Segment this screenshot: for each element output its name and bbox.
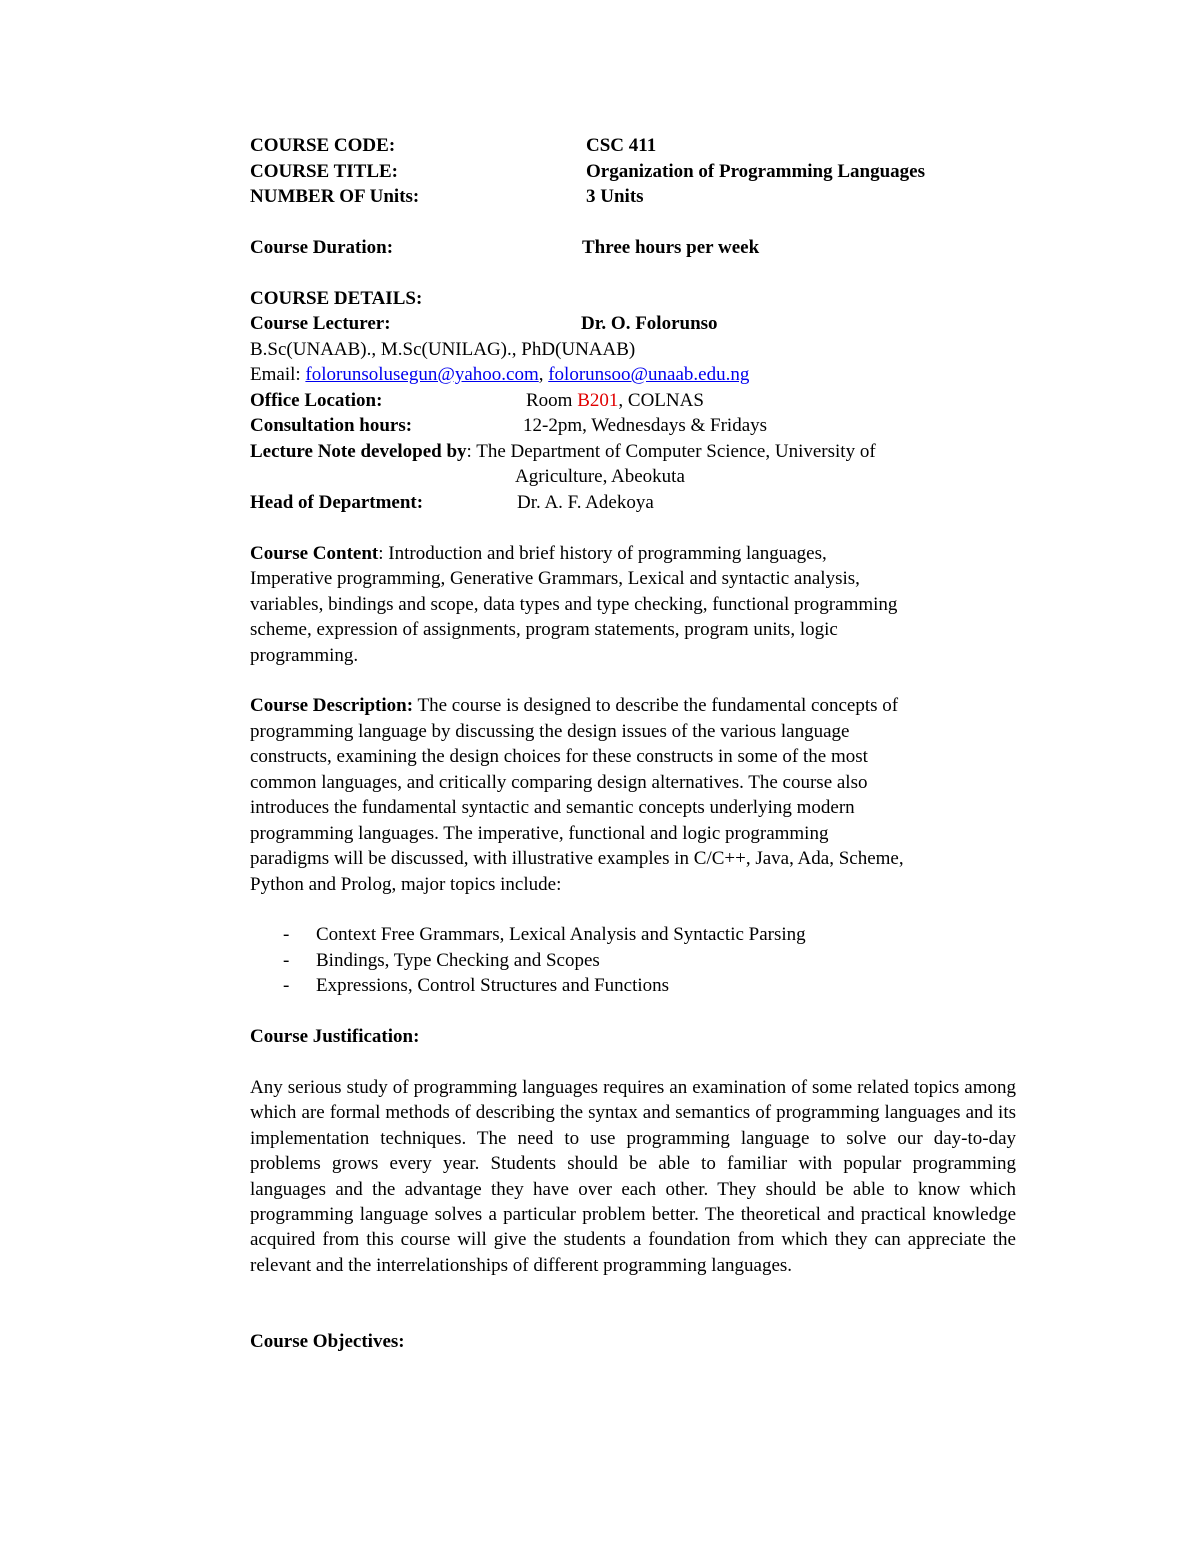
course-code-value: CSC 411 [586,135,657,156]
office-suffix: , COLNAS [618,390,704,411]
office-value [526,389,704,413]
office-prefix: Room [526,390,578,411]
content-line-2: Imperative programming, Generative Grammars, Lexical and syntactic analysis, [250,568,860,589]
email-link-yahoo[interactable]: folorunsolusegun@yahoo.com [305,364,539,385]
course-code-label: COURSE CODE: [250,135,396,156]
developed-value-1: The Department of Computer Science, University of [476,441,876,462]
office-label: Office Location: [250,390,383,411]
hod-value: Dr. A. F. Adekoya [517,492,654,513]
course-title-label: COURSE TITLE: [250,161,399,182]
units-value: 3 Units [586,186,644,207]
developed-colon: : [466,441,477,462]
description-line-5: introduces the fundamental syntactic and semantic concepts underlying modern [250,797,855,818]
email-separator: , [538,364,549,385]
lecturer-label: Course Lecturer: [250,313,391,334]
lecturer-value: Dr. O. Folorunso [581,313,718,334]
description-line-4: common languages, and critically comparing design alternatives. The course also [250,772,868,793]
description-line-2: programming language by discussing the design issues of the various language [250,721,850,742]
email-label: Email: [250,364,306,385]
bullet-dash: - [283,950,290,971]
course-details-heading: COURSE DETAILS: [250,288,423,309]
bullet-item: - Expressions, Control Structures and Functions [283,975,670,996]
bullet-dash: - [283,924,290,945]
email-link-unaab[interactable]: folorunsoo@unaab.edu.ng [548,364,750,385]
objectives-heading: Course Objectives: [250,1331,405,1352]
description-line-8: Python and Prolog, major topics include: [250,874,562,895]
bullet-dash: - [283,975,290,996]
content-line-4: scheme, expression of assignments, program statements, program units, logic [250,619,838,640]
developed-line [250,440,876,464]
description-line-6: programming languages. The imperative, functional and logic programming [250,823,829,844]
hod-label: Head of Department: [250,492,424,513]
content-line-1: Course Content: Introduction and brief history of programming languages, [250,543,827,564]
office-room: B201 [577,390,619,411]
lecturer-qualifications: B.Sc(UNAAB)., M.Sc(UNILAG)., PhD(UNAAB) [250,339,636,360]
developed-label: Lecture Note developed by [250,441,467,462]
description-line-3: constructs, examining the design choices for these constructs in some of the most [250,746,868,767]
content-label: Course Content [250,543,379,564]
duration-label: Course Duration: [250,237,394,258]
hours-label: Consultation hours: [250,415,413,436]
email-line [250,363,749,387]
content-line-3: variables, bindings and scope, data types and type checking, functional programming [250,594,898,615]
developed-value-2: Agriculture, Abeokuta [515,466,685,487]
content-line-5: programming. [250,645,359,666]
bullet-item: - Context Free Grammars, Lexical Analysis and Syntactic Parsing [283,924,806,945]
justification-paragraph: Any serious study of programming languages requires an examination of some related topics among which are formal methods of describing the syntax and semantics of programming languages and its implementation techniques. The need to use programming language to solve our day-to-day problems grows every year. Students should be able to familiar with popular programming languages and the advantage they have over each other. They should be able to know which programming language solves a particular problem better. The theoretical and practical knowledge acquired from this course will give the students a foundation from which they can appreciate the relevant and the interrelationships of different programming languages. [250,1077,1016,1276]
course-title-value: Organization of Programming Languages [586,161,926,182]
duration-value: Three hours per week [582,237,760,258]
units-label: NUMBER OF Units: [250,186,420,207]
description-label: Course Description: [250,695,414,716]
description-line-7: paradigms will be discussed, with illustrative examples in C/C++, Java, Ada, Scheme, [250,848,904,869]
justification-heading: Course Justification: [250,1026,420,1047]
hours-value: 12-2pm, Wednesdays & Fridays [523,415,768,436]
bullet-item: - Bindings, Type Checking and Scopes [283,950,600,971]
description-line-1: Course Description: The course is designed to describe the fundamental concepts of [250,695,899,716]
